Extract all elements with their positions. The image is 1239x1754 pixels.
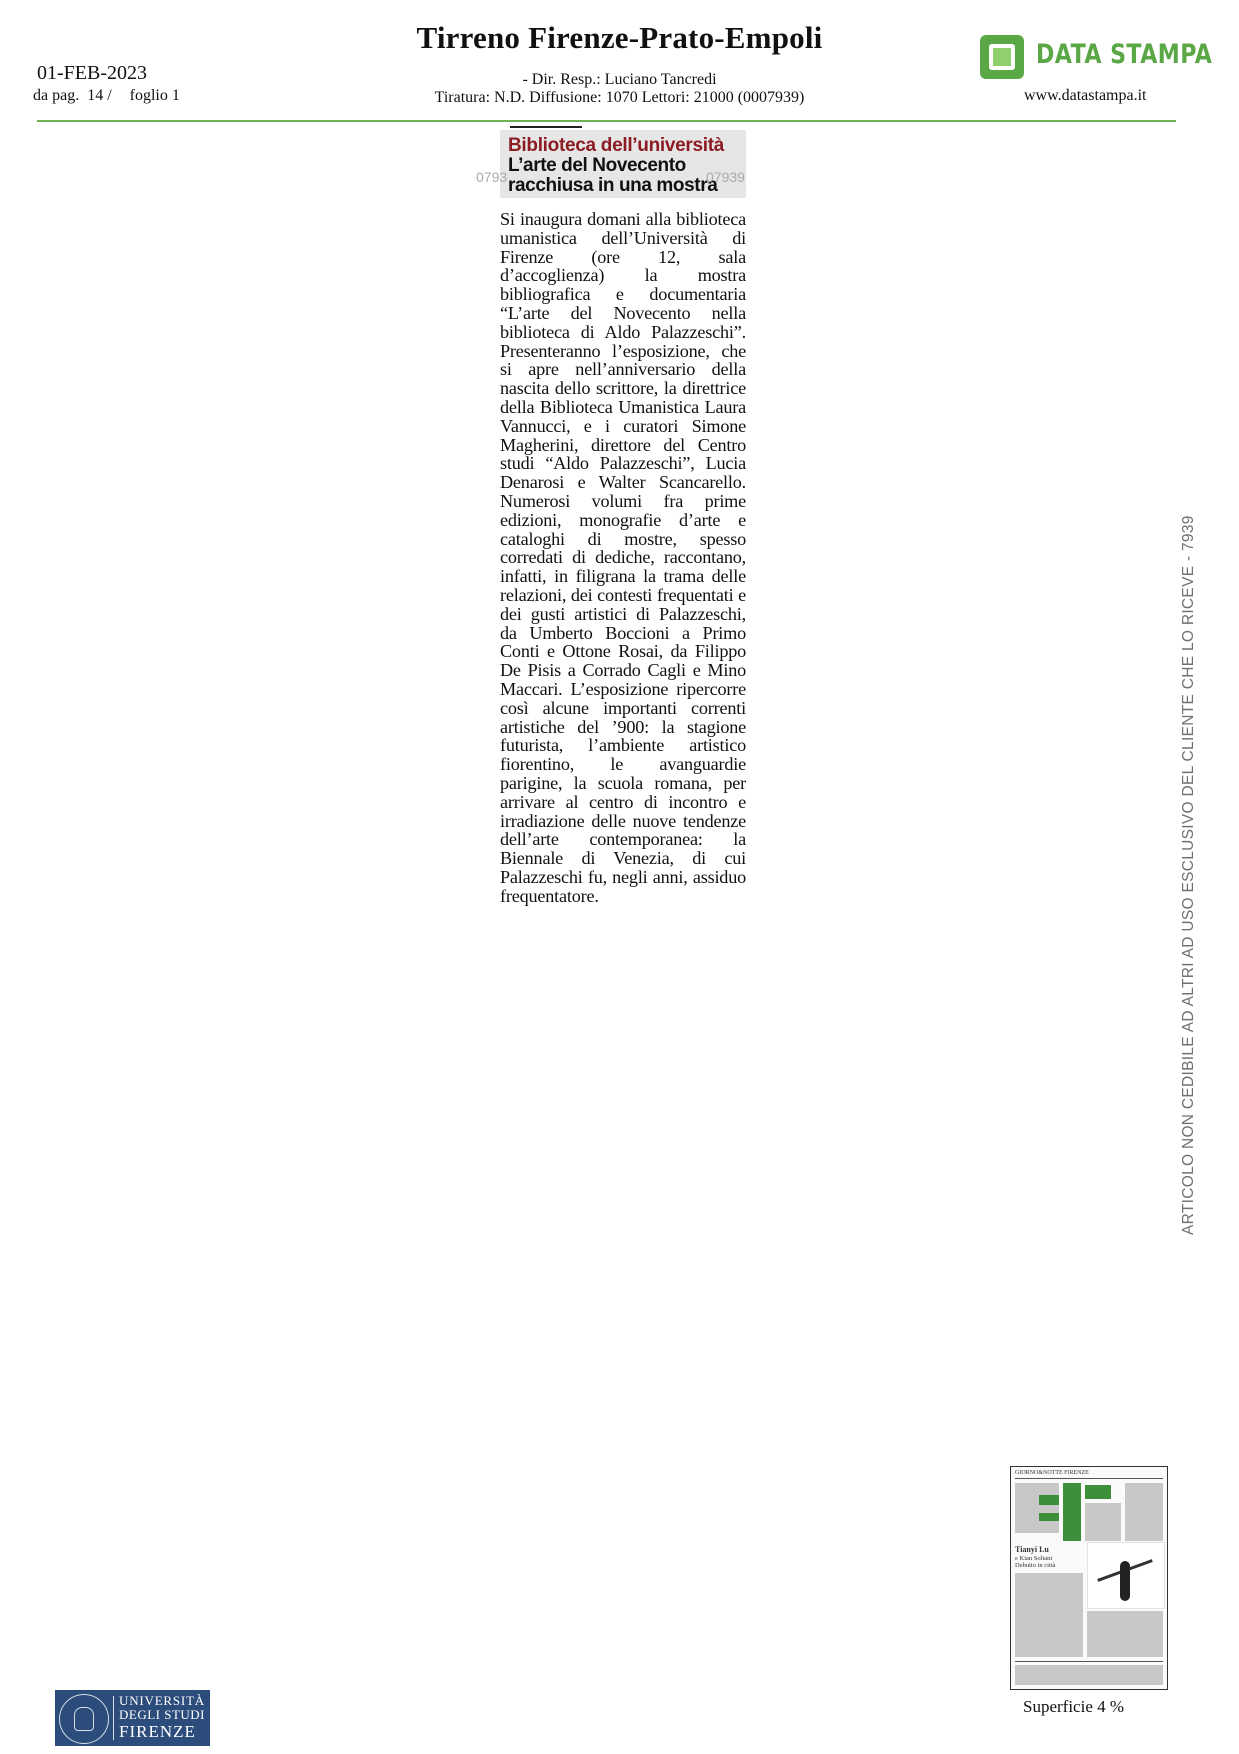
thumbnail-header: GIORNO&NOTTE FIRENZE [1015,1470,1089,1476]
thumbnail-name: Tianyi Lu [1015,1545,1049,1554]
article [476,126,746,906]
article-headline-line-2: racchiusa in una mostra [508,175,718,196]
university-seal-icon [59,1694,109,1744]
foglio-label: foglio 1 [129,87,180,104]
data-stampa-logo-text: DATA STAMPA [1036,39,1213,70]
article-id-right: 07939 [706,169,745,185]
data-stampa-logo-icon [980,35,1024,79]
website-link[interactable]: www.datastampa.it [1024,87,1147,104]
header-divider [37,120,1176,122]
article-top-rule [510,126,582,128]
article-body: Si inaugura domani alla biblioteca umanistica dell’Università di Firenze (ore 12, sala d’accoglienza) la mostra bibliografica e documentaria “L’arte del Novecento nella biblioteca di Aldo Palazzeschi”. Presenteranno l’esposizione, che si apre nell’anniversario della nascita dello scrittore, la direttrice della Biblioteca Umanistica Laura Vannucci, e i curatori Simone Magherini, direttore del Centro studi “Aldo Palazzeschi”, Lucia Denarosi e Walter Scancarello. Numerosi volumi fra prime edizioni, monografie d’arte e cataloghi di mostre, spesso corredati di dediche, raccontano, infatti, in filigrana la trama delle relazioni, dei contesti frequentati e dei gusti artistici di Palazzeschi, da Umberto Boccioni a Primo Conti e Ottone Rosai, da Filippo De Pisis a Corrado Cagli e Mino Maccari. L’esposizione ripercorre così alcune importanti correnti artistiche del ’900: la stagione futurista, l’ambiente artistico fiorentino, le avanguardie parigine, la scuola romana, per arrivare al centro di incontro e irradiazione delle nuove tendenze dell’arte contemporanea: la Biennale di Venezia, di cui Palazzeschi fu, negli anni, assiduo frequentatore. [500,209,746,906]
article-id-left: 0793 [476,169,508,185]
article-headline-line-1: L’arte del Novecento [508,155,686,176]
article-kicker: Biblioteca dell’università [508,135,725,156]
university-logo-text: UNIVERSITÀ DEGLI STUDI FIRENZE [119,1693,206,1741]
data-stampa-logo [980,35,1213,81]
headline-block [500,130,746,198]
surface-label: Superficie 4 % [1023,1697,1125,1716]
clipping-date: 01-FEB-2023 [37,62,147,84]
circulation-line: Tiratura: N.D. Diffusione: 1070 Lettori: 21000 (0007939) [434,89,805,106]
director-line: - Dir. Resp.: Luciano Tancredi [522,71,717,88]
page-thumbnail[interactable] [1010,1466,1168,1690]
page-label: da pag. [33,87,80,104]
thumbnail-caption: Debutto in città [1015,1562,1056,1569]
publication-title: Tirreno Firenze-Prato-Empoli [416,20,823,55]
thumbnail-photo [1087,1542,1165,1609]
university-logo [55,1690,210,1746]
side-notice: ARTICOLO NON CEDIBILE AD ALTRI AD USO ESCLUSIVO DEL CLIENTE CHE LO RICEVE - 7939 [1180,515,1197,1235]
thumbnail-sub: e Kian Soltani [1015,1555,1053,1562]
page-number: 14 / [87,87,112,104]
